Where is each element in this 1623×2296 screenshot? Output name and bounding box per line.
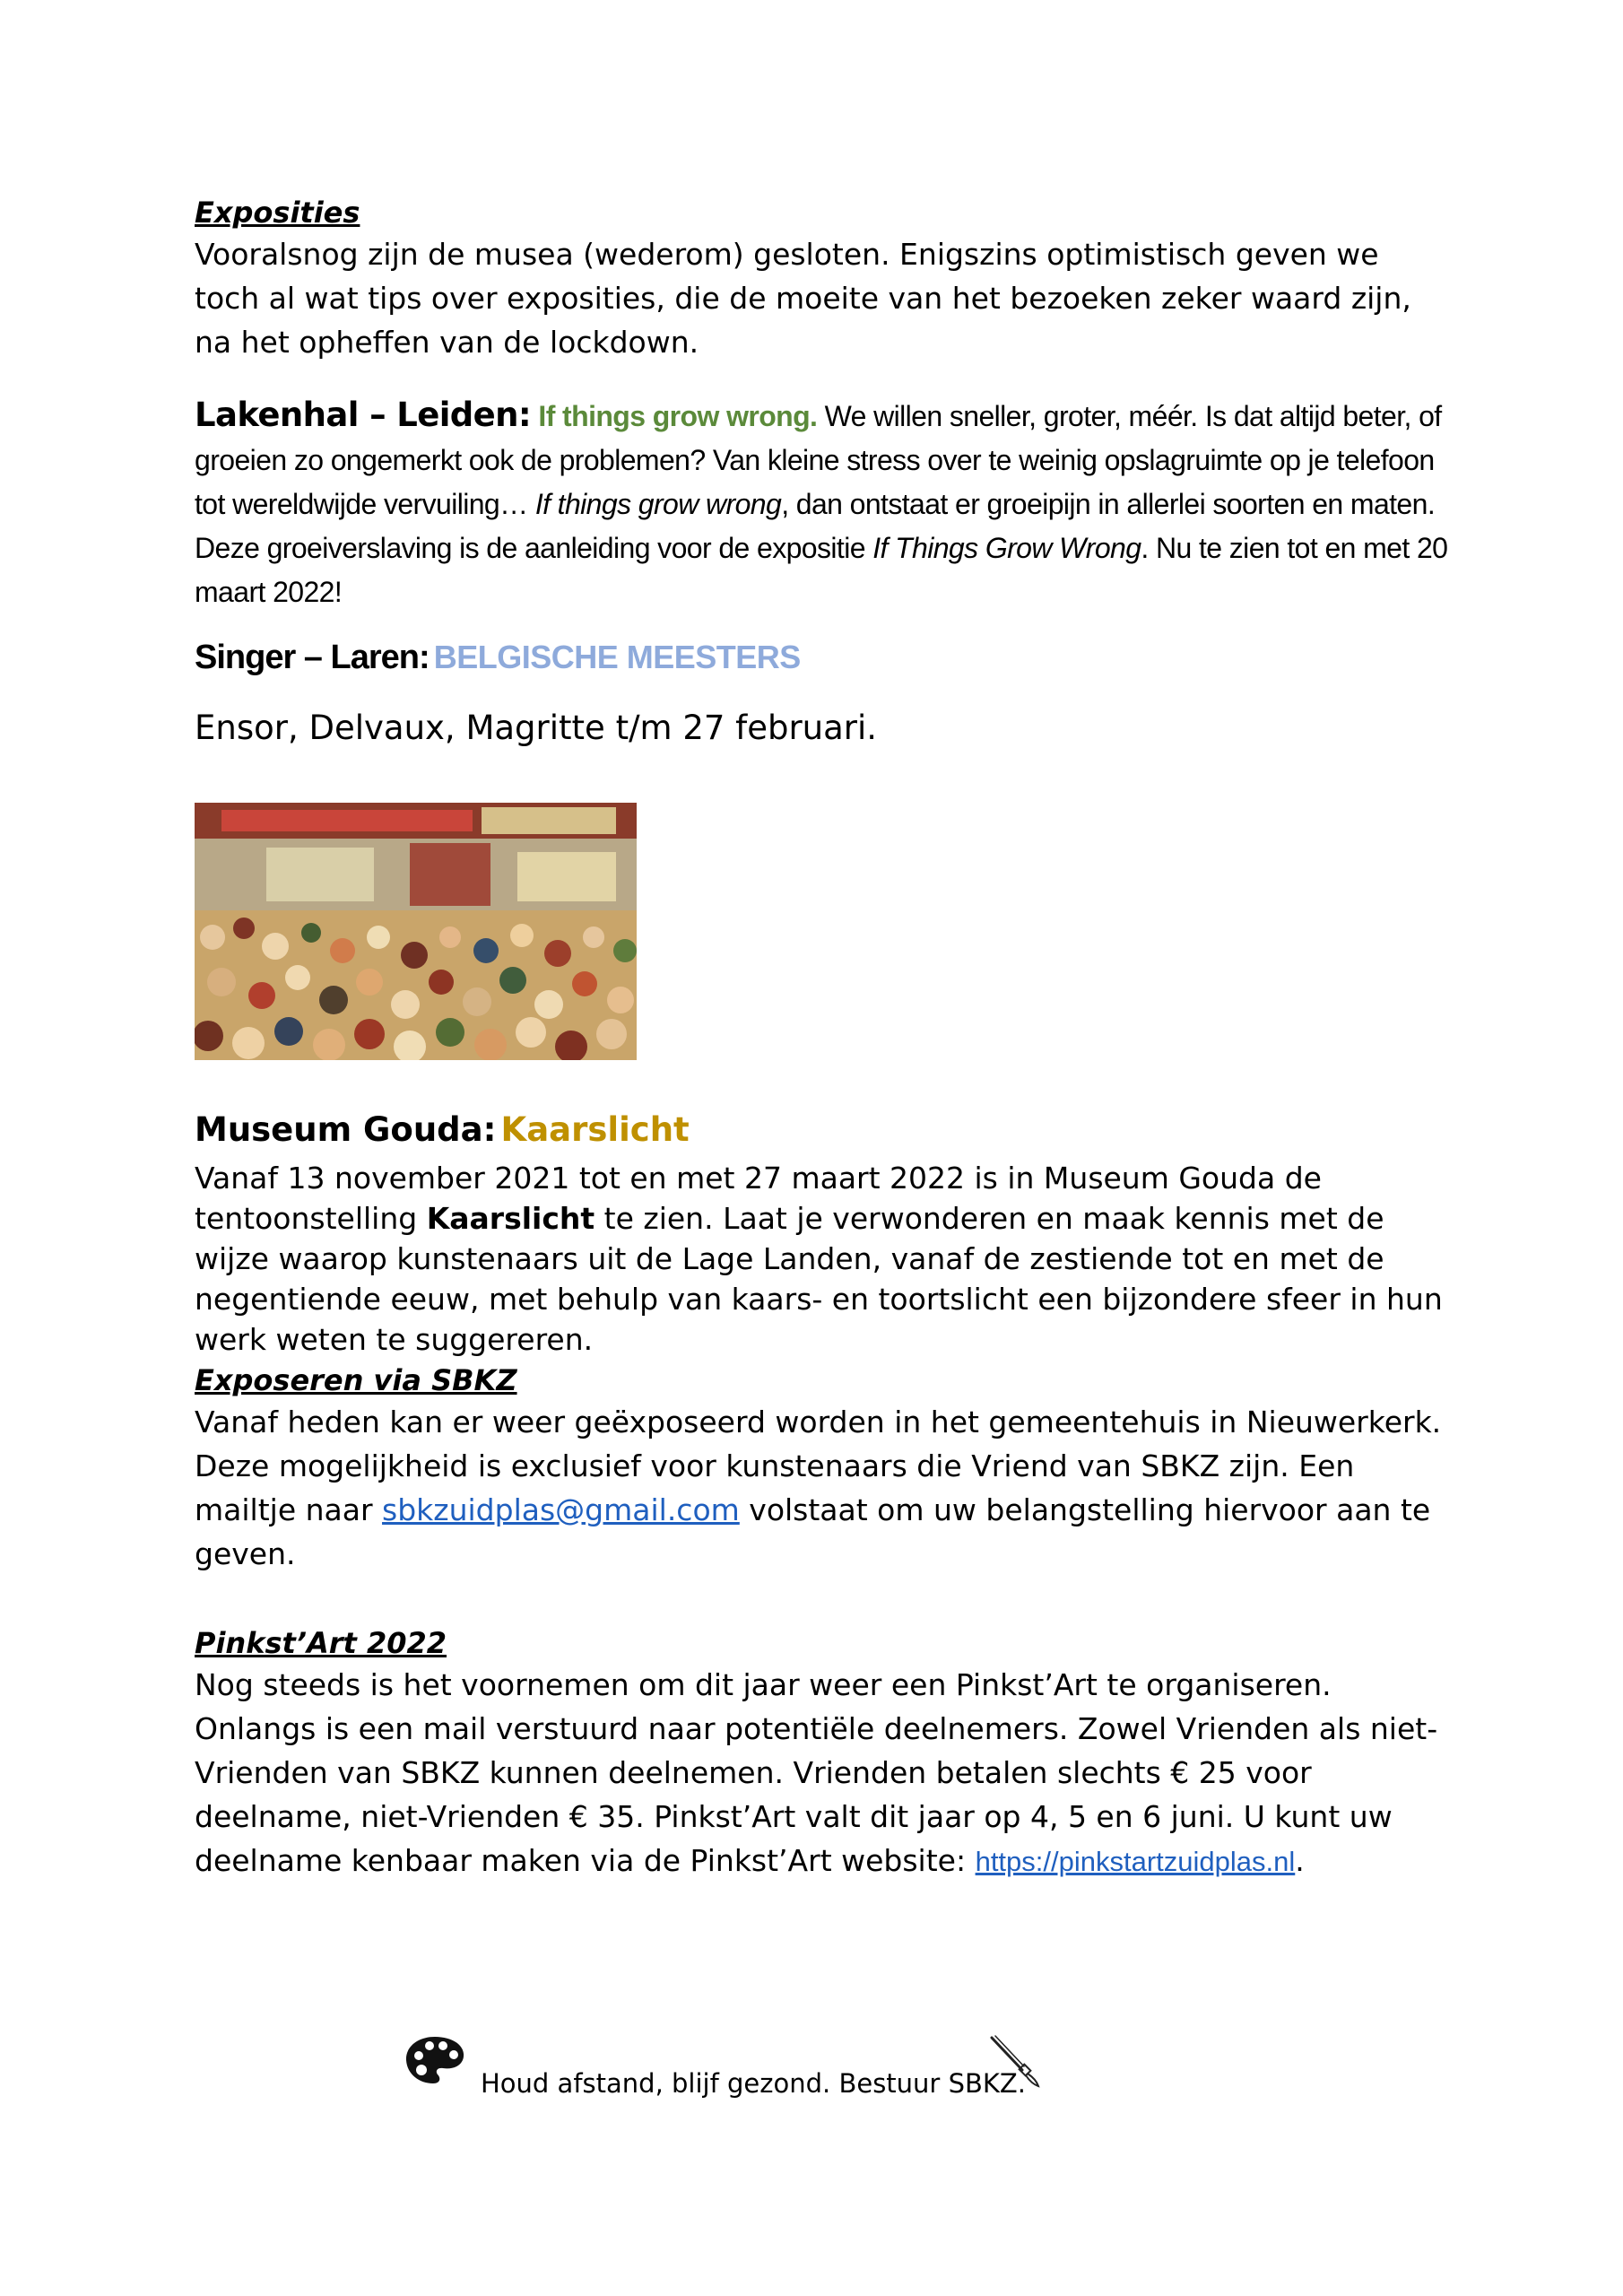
- footer: [404, 2034, 1049, 2115]
- section-heading: Pinkst’Art 2022: [195, 1626, 447, 1660]
- lakenhal-italic-1: If things grow wrong: [534, 488, 782, 520]
- section-pinkstart: [195, 1626, 1450, 1883]
- section-gouda: [195, 1109, 1450, 1360]
- venue-name: Singer – Laren:: [195, 639, 430, 676]
- lakenhal-paragraph: [195, 393, 1450, 614]
- website-link[interactable]: https://pinkstartzuidplas.nl: [975, 1846, 1296, 1877]
- section-sbkz: [195, 1363, 1450, 1576]
- section-lakenhal: [195, 393, 1450, 614]
- gouda-heading: [195, 1109, 1450, 1158]
- ensor-painting-image: [195, 803, 637, 1060]
- section-heading: Exposities: [195, 196, 360, 230]
- gouda-paragraph: [195, 1158, 1450, 1360]
- sbkz-paragraph: [195, 1400, 1450, 1576]
- exhibition-title: BELGISCHE MEESTERS: [433, 639, 801, 675]
- footer-text: Houd afstand, blijf gezond. Bestuur SBKZ.: [481, 2068, 1026, 2099]
- gouda-bold: Kaarslicht: [426, 1201, 595, 1236]
- email-link[interactable]: sbkzuidplas@gmail.com: [382, 1492, 740, 1527]
- sbkz-text-1: Vanaf heden kan er weer geëxposeerd worden in het gemeentehuis in Nieuwerkerk. Deze mogelijkheid is exclusief voor kunstenaars die Vriend van SBKZ zijn. Een mailtje naar: [195, 1405, 1442, 1527]
- lakenhal-text-2: , dan ontstaat er groeipijn in allerlei soorten en maten. Deze groeiverslaving is de aanleiding voor de expositie: [195, 488, 1436, 564]
- venue-name: Lakenhal – Leiden:: [195, 396, 532, 434]
- section-heading: Exposeren via SBKZ: [195, 1363, 517, 1397]
- pinkst-text: Nog steeds is het voornemen om dit jaar weer een Pinkst’Art te organiseren. Onlangs is een mail verstuurd naar potentiële deelnemers. Zowel Vrienden als niet-Vrienden van SBKZ kunnen deelnemen. Vrienden betalen slechts € 25 voor deelname, niet-Vrienden € 35. Pinkst’Art valt dit jaar op 4, 5 en 6 juni. U kunt uw deelname kenbaar maken via de Pinkst’Art website:: [195, 1667, 1438, 1878]
- singer-line: Ensor, Delvaux, Magritte t/m 27 februari.: [195, 709, 878, 747]
- section-singer: [195, 639, 1450, 677]
- exhibition-title: Kaarslicht: [500, 1110, 690, 1149]
- lakenhal-text-3: . Nu te zien tot en met 20 maart 2022!: [195, 532, 1448, 608]
- lakenhal-text-1: We willen sneller, groter, méér. Is dat altijd beter, of groeien zo ongemerkt ook de problemen? Van kleine stress over te weinig opslagruimte op je telefoon tot wereldwijde vervuiling…: [195, 400, 1442, 520]
- lakenhal-italic-2: If Things Grow Wrong: [872, 532, 1141, 564]
- exhibition-title: If things grow wrong.: [538, 400, 818, 432]
- pinkst-end: .: [1295, 1843, 1305, 1878]
- gouda-text-2: te zien. Laat je verwonderen en maak kennis met de wijze waarop kunstenaars uit de Lage Landen, vanaf de zestiende tot en met de negentiende eeuw, met behulp van kaars- en toortslicht een bijzondere sfeer in hun werk weten te suggereren.: [195, 1201, 1443, 1357]
- section-exposities: [195, 196, 1450, 364]
- venue-name: Museum Gouda:: [195, 1110, 497, 1149]
- gouda-text-1: Vanaf 13 november 2021 tot en met 27 maart 2022 is in Museum Gouda de tentoonstelling: [195, 1161, 1322, 1236]
- pinkst-paragraph: [195, 1663, 1450, 1883]
- section-text: Vooralsnog zijn de musea (wederom) gesloten. Enigszins optimistisch geven we toch al wat tips over exposities, die de moeite van het bezoeken zeker waard zijn, na het opheffen van de lockdown.: [195, 237, 1411, 360]
- paintbrush-icon: [988, 2034, 1042, 2092]
- palette-icon: [404, 2034, 466, 2090]
- sbkz-text-2: volstaat om uw belangstelling hiervoor aan te geven.: [195, 1492, 1431, 1571]
